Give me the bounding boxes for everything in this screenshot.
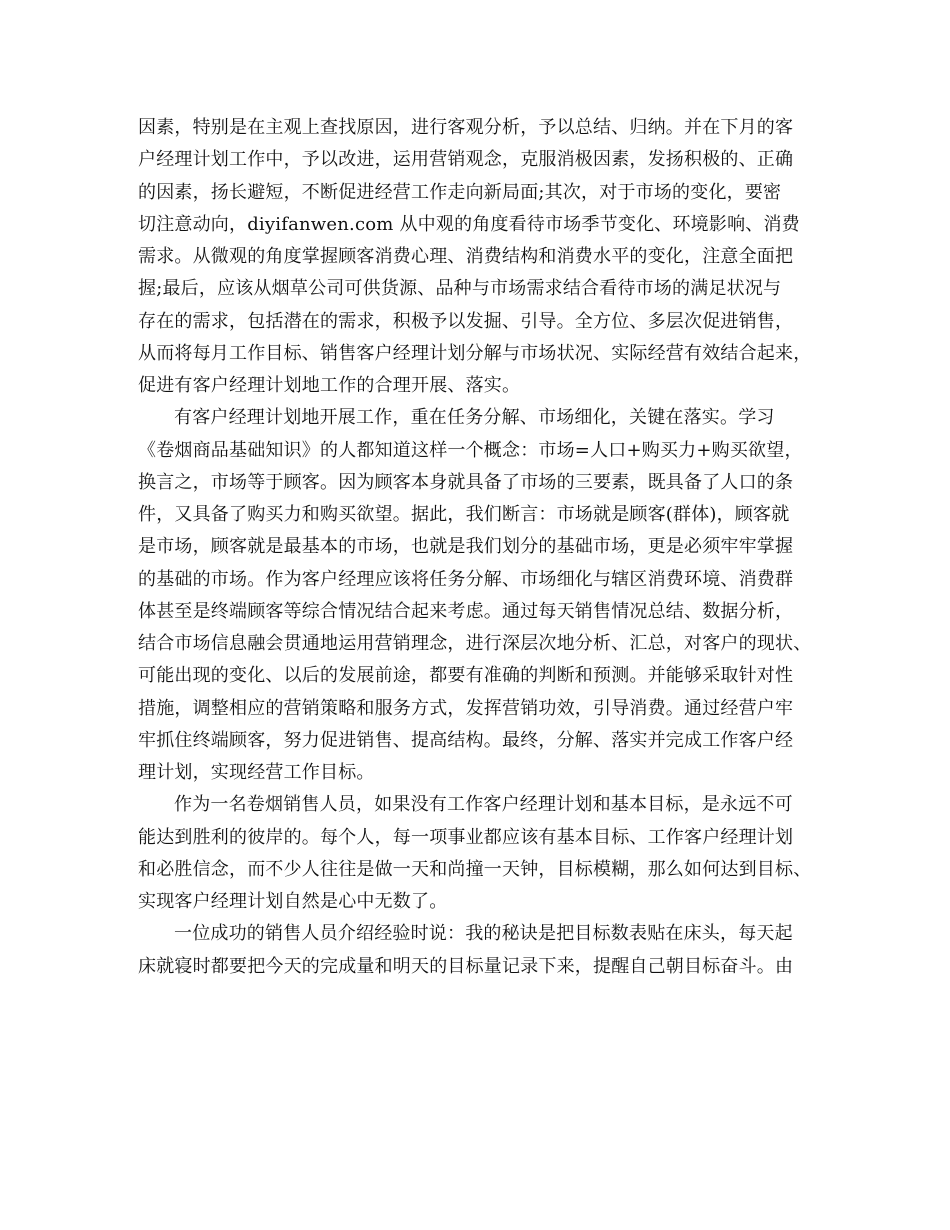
paragraph-line: 一位成功的销售人员介绍经验时说：我的秘诀是把目标数表贴在床头，每天起 [174, 923, 793, 945]
paragraph-4 [138, 918, 838, 983]
paragraph-3 [138, 789, 838, 918]
paragraph-line: 牢抓住终端顾客，努力促进销售、提高结构。最终，分解、落实并完成工作客户经 [138, 729, 794, 751]
paragraph-line: 和必胜信念，而不少人往往是做一天和尚撞一天钟，目标模糊，那么如何达到目标、 [138, 858, 812, 880]
paragraph-line: 能达到胜利的彼岸的。每个人，每一项事业都应该有基本目标、工作客户经理计划 [138, 826, 794, 848]
paragraph-line: 床就寝时都要把今天的完成量和明天的目标量记录下来，提醒自己朝目标奋斗。由 [138, 955, 794, 977]
paragraph-line: 体甚至是终端顾客等综合情况结合起来考虑。通过每天销售情况总结、数据分析， [138, 600, 794, 622]
paragraph-line: 换言之，市场等于顾客。因为顾客本身就具备了市场的三要素，既具备了人口的条 [138, 471, 794, 493]
paragraph-line: 《卷烟商品基础知识》的人都知道这样一个概念：市场=人口+购买力+购买欲望， [138, 439, 803, 461]
paragraph-line: 有客户经理计划地开展工作，重在任务分解、市场细化，关键在落实。学习 [174, 407, 775, 429]
paragraph-line: 需求。从微观的角度掌握顾客消费心理、消费结构和消费水平的变化，注意全面把 [138, 246, 794, 267]
paragraph-line: 实现客户经理计划自然是心中无数了。 [138, 891, 448, 912]
paragraph-line: 存在的需求，包括潜在的需求，积极予以发掘、引导。全方位、多层次促进销售， [138, 310, 794, 332]
paragraph-line: 的因素，扬长避短，不断促进经营工作走向新局面;其次，对于市场的变化，要密 [138, 181, 782, 203]
paragraph-line: 从而将每月工作目标、销售客户经理计划分解与市场状况、实际经营有效结合起来， [138, 342, 812, 364]
paragraph-line: 作为一名卷烟销售人员，如果没有工作客户经理计划和基本目标，是永远不可 [174, 794, 793, 816]
paragraph-line: 是市场，顾客就是最基本的市场，也就是我们划分的基础市场，更是必须牢牢掌握 [138, 536, 794, 558]
paragraph-line: 件，又具备了购买力和购买欲望。据此，我们断言：市场就是顾客(群体)，顾客就 [138, 504, 790, 525]
paragraph-line: 的基础的市场。作为客户经理应该将任务分解、市场细化与辖区消费环境、消费群 [138, 568, 794, 590]
paragraph-line: 措施，调整相应的营销策略和服务方式，发挥营销功效，引导消费。通过经营户牢 [138, 697, 794, 719]
paragraph-line: 切注意动向，diyifanwen.com 从中观的角度看待市场季节变化、环境影响、消费 [138, 213, 800, 235]
paragraph-line: 结合市场信息融会贯通地运用营销理念，进行深层次地分析、汇总，对客户的现状、 [138, 633, 812, 654]
paragraph-1 [138, 112, 838, 402]
paragraph-line: 握;最后，应该从烟草公司可供货源、品种与市场需求结合看待市场的满足状况与 [138, 278, 782, 300]
paragraph-line: 因素，特别是在主观上查找原因，进行客观分析，予以总结、归纳。并在下月的客 [138, 117, 794, 138]
paragraph-line: 促进有客户经理计划地工作的合理开展、落实。 [138, 375, 521, 396]
paragraph-line: 户经理计划工作中，予以改进，运用营销观念，克服消极因素，发扬积极的、正确 [138, 149, 794, 171]
paragraph-2 [138, 402, 838, 789]
paragraph-line: 理计划，实现经营工作目标。 [138, 762, 375, 783]
paragraph-line: 可能出现的变化、以后的发展前途，都要有准确的判断和预测。并能够采取针对性 [138, 665, 794, 687]
document-body [138, 112, 838, 983]
